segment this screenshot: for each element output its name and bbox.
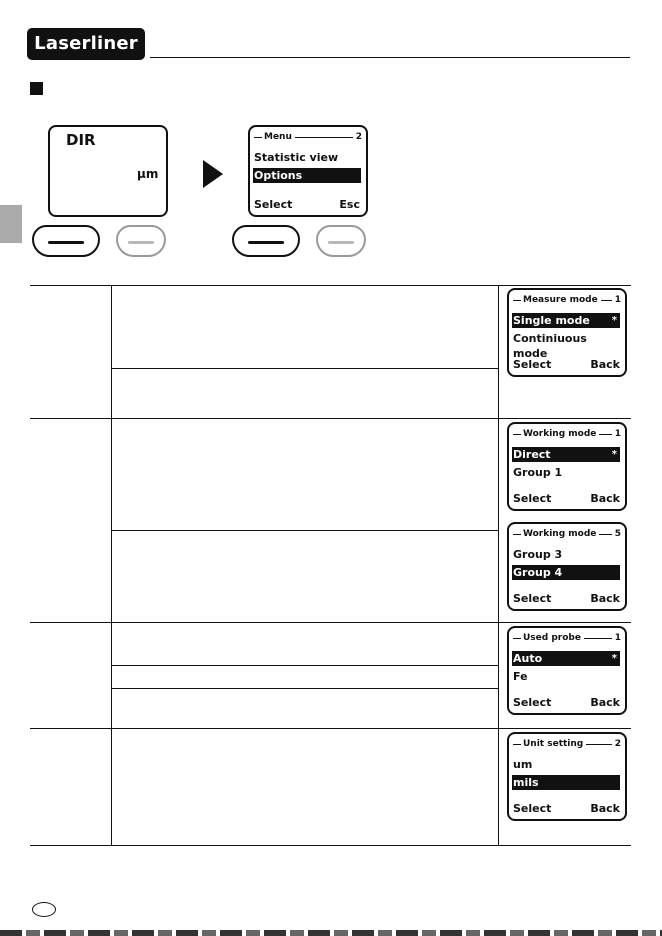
table-rule — [30, 845, 631, 846]
option-fe[interactable]: Fe — [513, 670, 528, 683]
option-um[interactable]: um — [513, 758, 533, 771]
table-subrule — [111, 665, 498, 666]
table-column-rule — [498, 285, 499, 845]
table-subrule — [111, 368, 498, 369]
option-auto[interactable]: Auto * — [512, 651, 620, 666]
menu-title: Menu — [264, 132, 292, 142]
option-direct[interactable]: Direct * — [512, 447, 620, 462]
page-side-tab — [0, 205, 22, 243]
menu-item-options[interactable]: Options — [253, 168, 361, 183]
display-unit: µm — [137, 167, 159, 181]
option-group-1[interactable]: Group 1 — [513, 466, 563, 479]
soft-key-right-2[interactable] — [316, 225, 366, 257]
brand-logo: Laserliner — [27, 28, 145, 60]
screen-page: 1 — [614, 633, 621, 643]
soft-left-label: Select — [513, 592, 552, 605]
option-single-mode[interactable]: Single mode * — [512, 313, 620, 328]
table-rule — [30, 418, 631, 419]
print-strip — [0, 930, 662, 936]
menu-item-statistic-view[interactable]: Statistic view — [254, 151, 339, 164]
screen-page: 1 — [614, 295, 621, 305]
measure-display — [48, 125, 168, 217]
soft-left-label: Select — [513, 492, 552, 505]
header-rule — [150, 57, 630, 58]
soft-left-label: Select — [513, 696, 552, 709]
screen-title: Working mode — [523, 429, 597, 439]
table-subrule — [111, 530, 498, 531]
screen-working-mode-5 — [507, 522, 627, 611]
soft-right-label: Back — [590, 592, 620, 605]
soft-key-right[interactable] — [116, 225, 166, 257]
language-badge-icon — [32, 902, 56, 917]
table-rule — [30, 622, 631, 623]
option-continuous-mode[interactable]: Continiuous mode — [513, 332, 587, 360]
screen-used-probe — [507, 626, 627, 715]
table-column-rule — [111, 285, 112, 845]
active-star: * — [611, 653, 617, 664]
section-marker — [30, 82, 43, 95]
menu-soft-right: Esc — [339, 198, 360, 211]
screen-title: Used probe — [523, 633, 581, 643]
soft-key-left-2[interactable] — [232, 225, 300, 257]
option-mils[interactable]: mils — [512, 775, 620, 790]
soft-right-label: Back — [590, 696, 620, 709]
soft-left-label: Select — [513, 358, 552, 371]
screen-measure-mode — [507, 288, 627, 377]
soft-right-label: Back — [590, 802, 620, 815]
screen-page: 1 — [614, 429, 621, 439]
arrow-right-icon — [203, 160, 223, 188]
active-star: * — [611, 315, 617, 326]
display-mode: DIR — [66, 131, 96, 149]
screen-title: Unit setting — [523, 739, 584, 749]
menu-title-bar — [250, 131, 366, 143]
screen-title: Working mode — [523, 529, 597, 539]
screen-title: Measure mode — [523, 295, 598, 305]
screen-working-mode-1 — [507, 422, 627, 511]
menu-soft-left: Select — [254, 198, 293, 211]
menu-display — [248, 125, 368, 217]
option-group-3[interactable]: Group 3 — [513, 548, 563, 561]
soft-left-label: Select — [513, 802, 552, 815]
table-rule — [30, 728, 631, 729]
table-subrule — [111, 688, 498, 689]
soft-right-label: Back — [590, 492, 620, 505]
screen-page: 2 — [614, 739, 621, 749]
screen-unit-setting — [507, 732, 627, 821]
active-star: * — [611, 449, 617, 460]
option-group-4[interactable]: Group 4 — [512, 565, 620, 580]
soft-key-left[interactable] — [32, 225, 100, 257]
table-rule — [30, 285, 631, 286]
soft-right-label: Back — [590, 358, 620, 371]
screen-page: 5 — [614, 529, 621, 539]
menu-page: 2 — [355, 132, 362, 142]
